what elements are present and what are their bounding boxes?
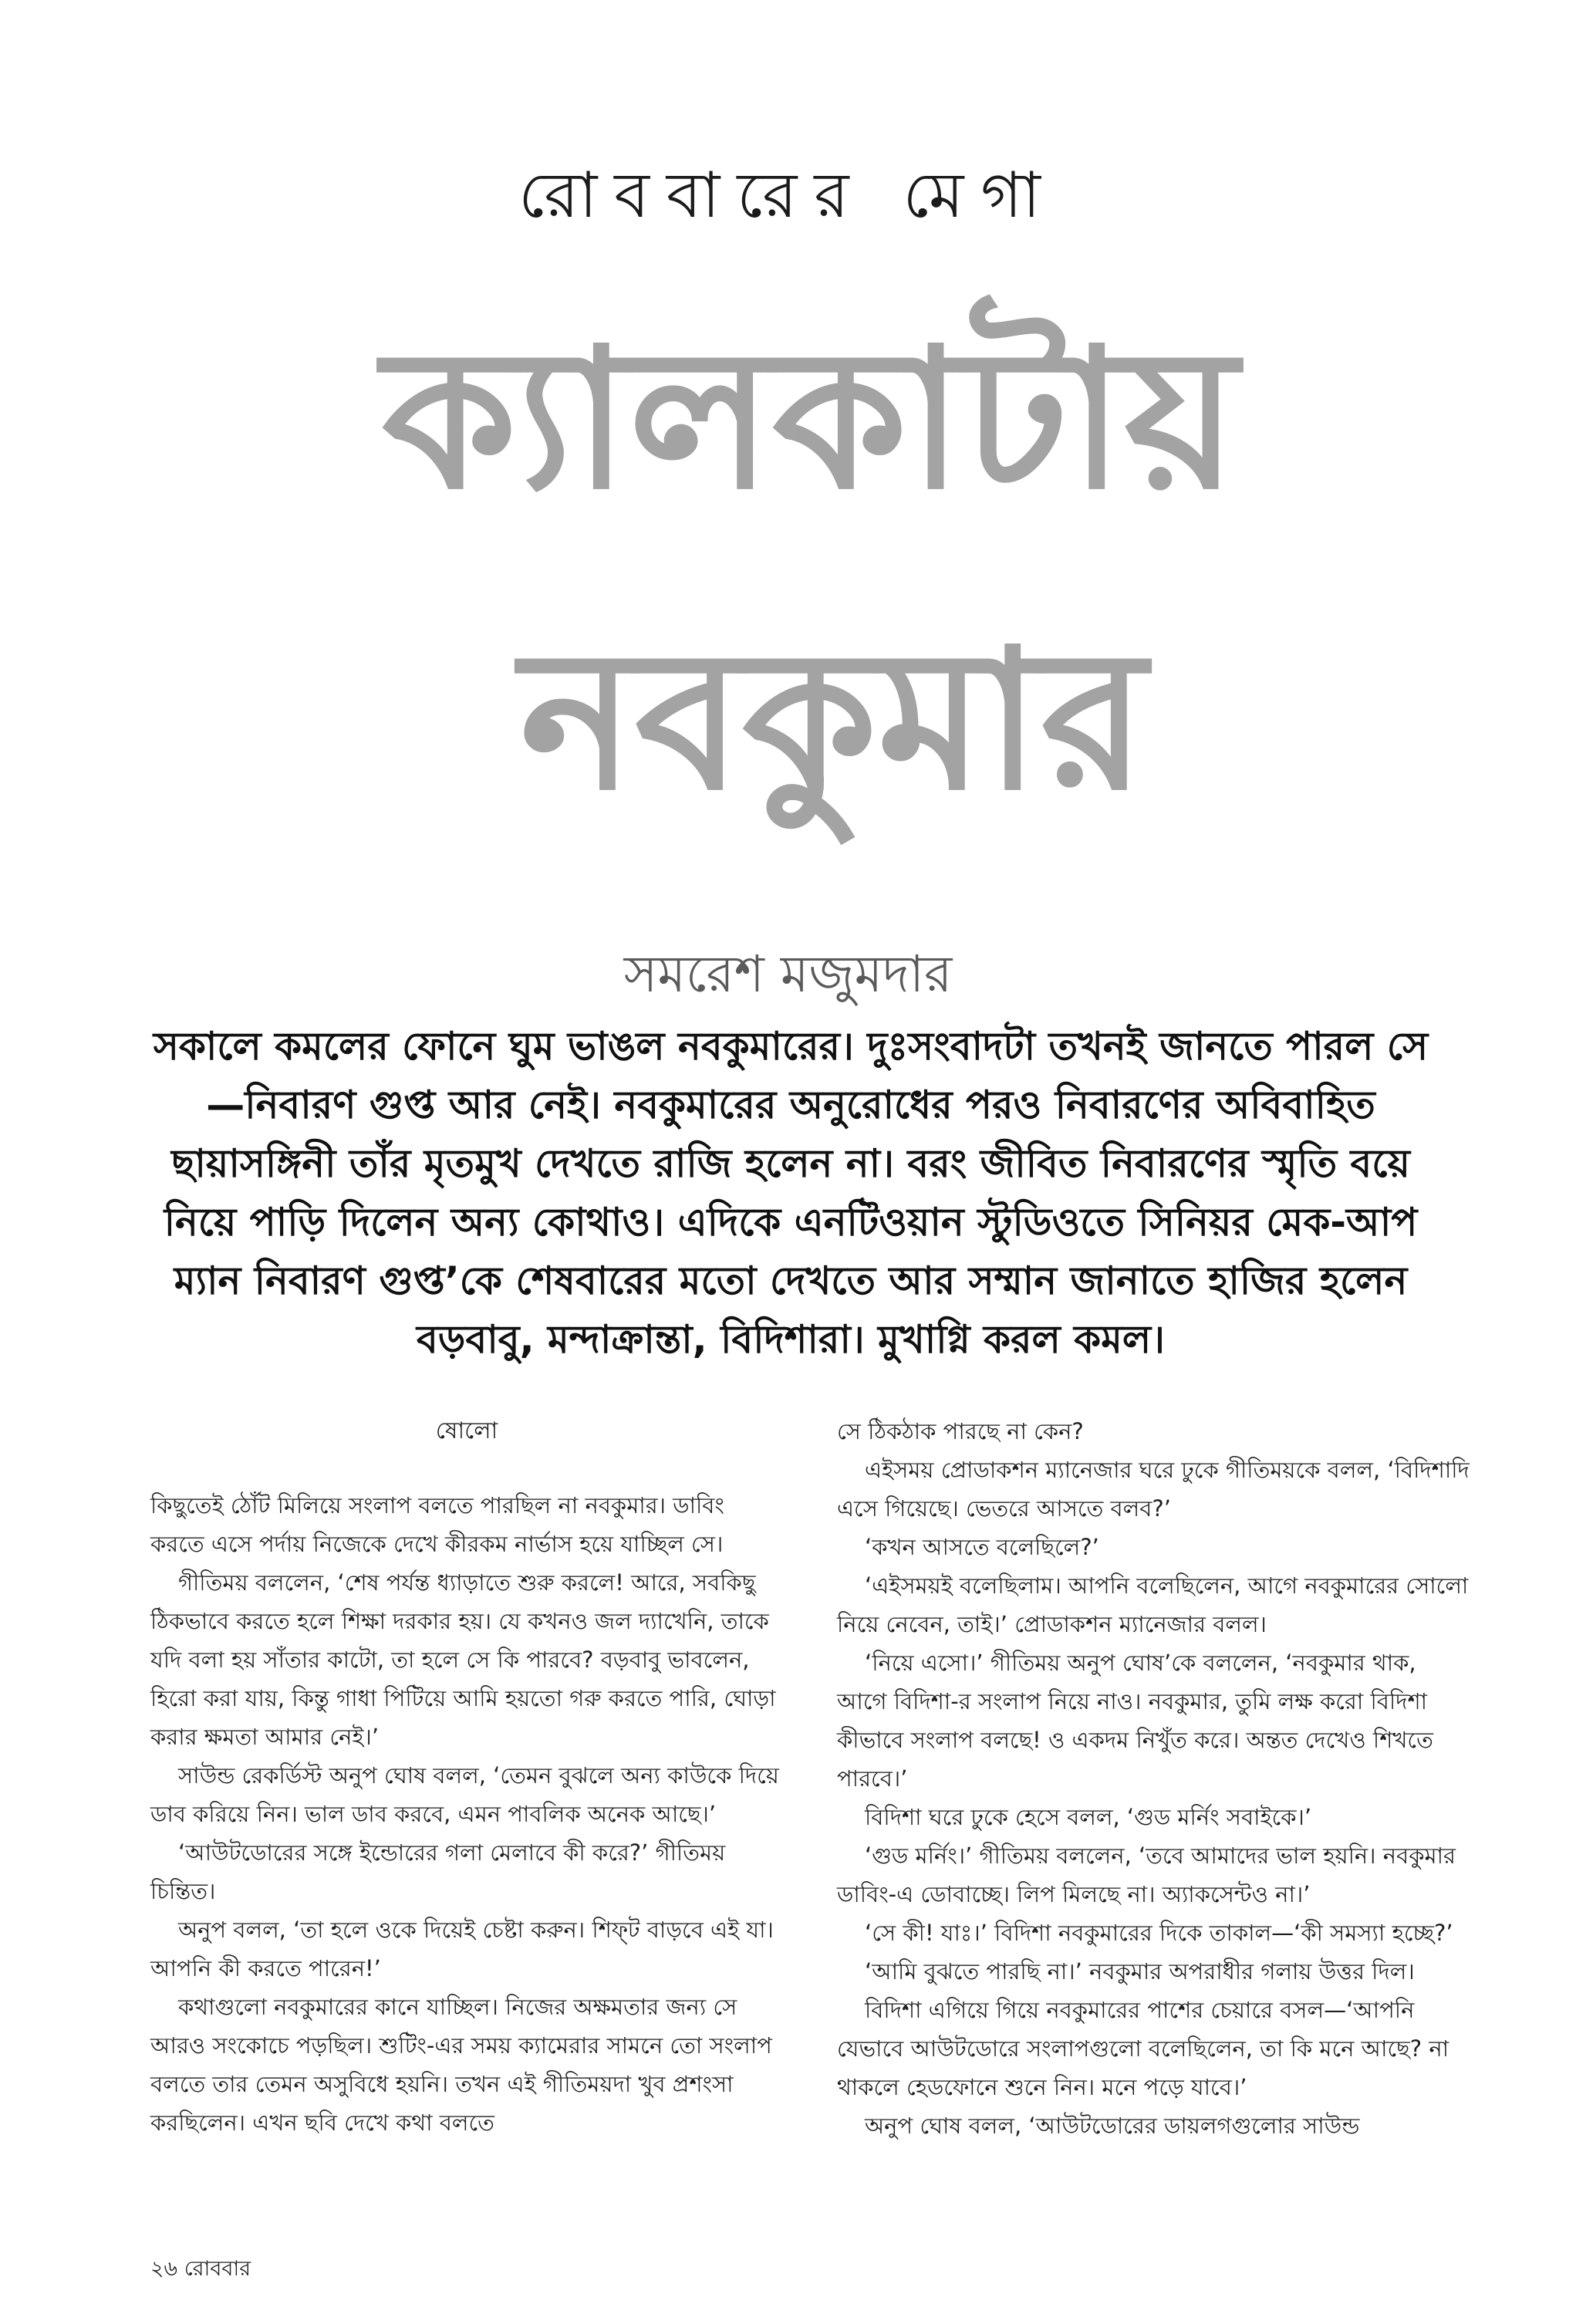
paragraph: ‘সে কী! যাঃ।’ বিদিশা নবকুমারের দিকে তাকাল—‘কী সমস্যা হচ্ছে?’ bbox=[865, 1920, 1453, 1946]
paragraph: এইসময় প্রোডাকশন ম্যানেজার ঘরে ঢুকে গীতিময়কে বলল, ‘বিদিশাদি এসে গিয়েছে। ভেতরে আসতে বলব?’ bbox=[837, 1457, 1470, 1522]
paragraph: ‘আউটডোরের সঙ্গে ইন্ডোরের গলা মেলাবে কী করে?’ গীতিময় চিন্তিত। bbox=[150, 1839, 726, 1904]
paragraph: অনুপ ঘোষ বলল, ‘আউটডোরের ডায়লগগুলোর সাউন্ড bbox=[865, 2113, 1360, 2139]
paragraph: ‘আমি বুঝতে পারছি না।’ নবকুমার অপরাধীর গলায় উত্তর দিল। bbox=[865, 1958, 1415, 1985]
paragraph: কিছুতেই ঠোঁট মিলিয়ে সংলাপ বলতে পারছিল না নবকুমার। ডাবিং করতে এসে পর্দায় নিজেকে দেখে কীরকম নার্ভাস হয়ে যাচ্ছিল সে। bbox=[150, 1492, 724, 1557]
paragraph: ‘কখন আসতে বলেছিলে?’ bbox=[865, 1534, 1099, 1560]
title-line-2: নবকুমার bbox=[519, 608, 1147, 833]
paragraph: ‘গুড মর্নিং।’ গীতিময় বললেন, ‘তবে আমাদের ভাল হয়নি। নবকুমার ডাবিং-এ ডোবাচ্ছে। লিপ মিলছে না। অ্যাকসেন্টও না।’ bbox=[837, 1843, 1456, 1907]
paragraph: অনুপ বলল, ‘তা হলে ওকে দিয়েই চেষ্টা করুন। শিফ্‌ট বাড়বে এই যা। আপনি কী করতে পারেন!’ bbox=[150, 1917, 774, 1981]
paragraph: গীতিময় বললেন, ‘শেষ পর্যন্ত ধ্যাড়াতে শুরু করলে! আরে, সবকিছু ঠিকভাবে করতে হলে শিক্ষা দরকার হয়। যে কখনও জল দ্যাখেনি, তাকে যদি বলা হয় সাঁতার কাটো, তা হলে সে কি পারবে? বড়বাবু ভাবলেন, হিরো করা যায়, কিন্তু গাধা পিটিয়ে আমি হয়তো গরু করতে পারি, ঘোড়া করার ক্ষমতা আমার নেই।’ bbox=[150, 1569, 776, 1750]
left-column bbox=[150, 1412, 783, 2142]
standfirst-summary: সকালে কমলের ফোনে ঘুম ভাঙল নবকুমারের। দুঃসংবাদটা তখনই জানতে পারল সে—নিবারণ গুপ্ত আর নেই। নবকুমারের অনুরোধের পরও নিবারণের অবিবাহিত ছায়াসঙ্গিনী তাঁর মৃতমুখ দেখতে রাজি হলেন না। বরং জীবিত নিবারণের স্মৃতি বয়ে নিয়ে পাড়ি দিলেন অন্য কোথাও। এদিকে এনটিওয়ান স্টুডিওতে সিনিয়র মেক-আপ ম্যান নিবারণ গুপ্ত’কে শেষবারের মতো দেখতে আর সম্মান জানাতে হাজির হলেন বড়বাবু, মন্দাক্রান্তা, বিদিশারা। মুখাগ্নি করল কমল। bbox=[153, 1024, 1429, 1362]
right-column bbox=[837, 1412, 1470, 2145]
paragraph: সে ঠিকঠাক পারছে না কেন? bbox=[837, 1418, 1084, 1444]
paragraph: ‘নিয়ে এসো।’ গীতিময় অনুপ ঘোষ’কে বললেন, ‘নবকুমার থাক, আগে বিদিশা-র সংলাপ নিয়ে নাও। নবকুমার, তুমি লক্ষ করো বিদিশা কীভাবে সংলাপ বলছে! ও একদম নিখুঁত করে। অন্তত দেখেও শিখতে পারবে।’ bbox=[837, 1650, 1433, 1792]
paragraph: বিদিশা এগিয়ে গিয়ে নবকুমারের পাশের চেয়ারে বসল—‘আপনি যেভাবে আউটডোরে সংলাপগুলো বলেছিলেন, তা কি মনে আছে? না থাকলে হেডফোনে শুনে নিন। মনে পড়ে যাবে।’ bbox=[837, 1997, 1449, 2100]
paragraph: কথাগুলো নবকুমারের কানে যাচ্ছিল। নিজের অক্ষমতার জন্য সে আরও সংকোচে পড়ছিল। শুটিং-এর সময় ক্যামেরার সামনে তো সংলাপ বলতে তার তেমন অসুবিধে হয়নি। তখন এই গীতিময়দা খুব প্রশংসা করছিলেন। এখন ছবি দেখে কথা বলতে bbox=[150, 1994, 772, 2136]
author-byline: সমরেশ মজুমদার bbox=[623, 944, 953, 1004]
section-number: ষোলো bbox=[435, 1417, 498, 1444]
paragraph: সাউন্ড রেকর্ডিস্ট অনুপ ঘোষ বলল, ‘তেমন বুঝলে অন্য কাউকে দিয়ে ডাব করিয়ে নিন। ভাল ডাব করবে, এমন পাবলিক অনেক আছে।’ bbox=[150, 1762, 779, 1827]
paragraph: ‘এইসময়ই বলেছিলাম। আপনি বলেছিলেন, আগে নবকুমারের সোলো নিয়ে নেবেন, তাই।’ প্রোডাকশন ম্যানেজার বলল। bbox=[837, 1572, 1469, 1637]
title-line-1: ক্যালকাটায় bbox=[382, 307, 1238, 532]
page-folio: ২৬ রোববার bbox=[150, 2257, 251, 2281]
paragraph: বিদিশা ঘরে ঢুকে হেসে বলল, ‘গুড মর্নিং সবাইকে।’ bbox=[865, 1804, 1312, 1830]
series-kicker: রোববারের মেগা bbox=[518, 159, 1058, 232]
story-title bbox=[324, 255, 1296, 934]
